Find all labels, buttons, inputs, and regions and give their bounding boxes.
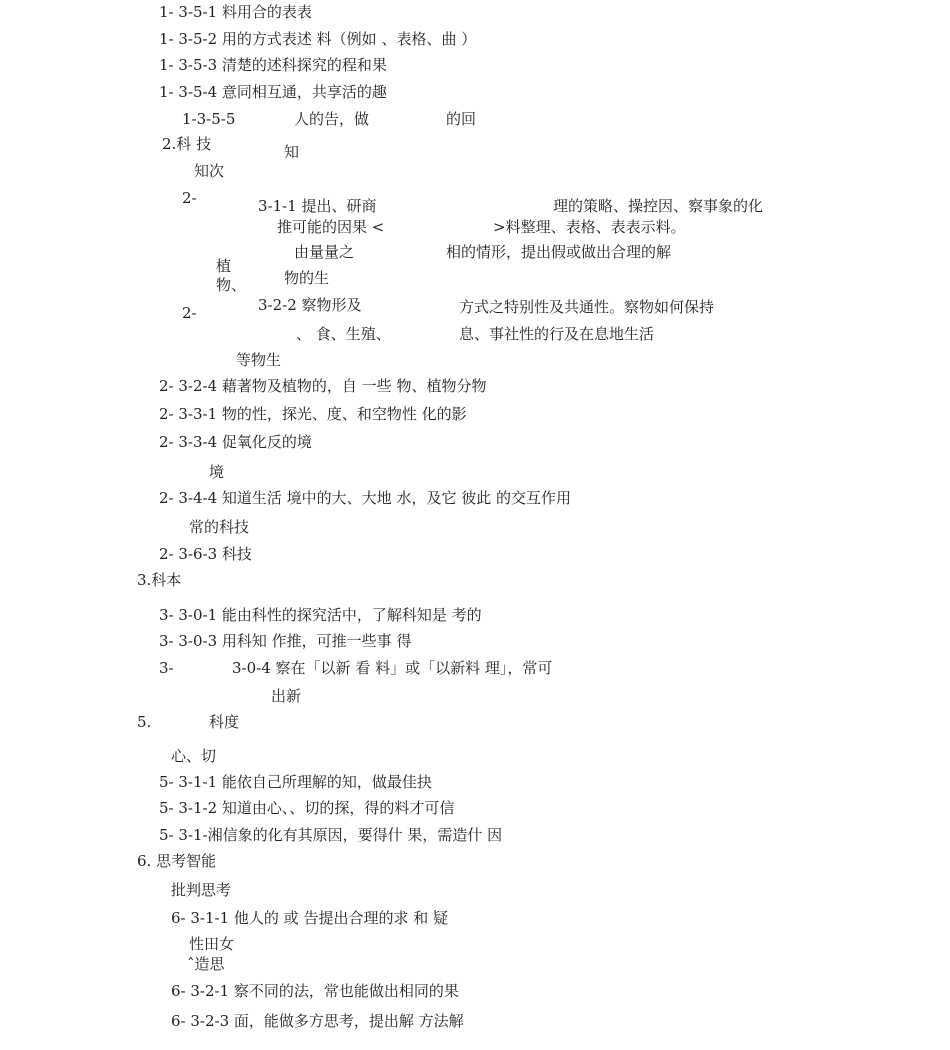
text-line: 3- 3-0-3 用科知 作推，可推一些事 得 bbox=[159, 632, 412, 650]
section-heading: 6. 思考智能 bbox=[137, 852, 217, 870]
text-fragment: 相的情形，提出假或做出合理的解 bbox=[446, 243, 672, 261]
text-line: 1-3-5-5 bbox=[182, 110, 236, 128]
text-line: 1- 3-5-1 料用合的表表 bbox=[159, 3, 312, 21]
sub-heading: ˆ造思 bbox=[187, 955, 225, 973]
section-number: 5. bbox=[137, 713, 152, 731]
text-fragment: 境 bbox=[209, 463, 225, 481]
text-fragment: 由量量之 bbox=[294, 243, 355, 261]
text-fragment: 、 食、生殖、 bbox=[296, 325, 391, 343]
text-line: 2- 3-3-4 促氧化反的境 bbox=[159, 433, 312, 451]
text-fragment: 物、 bbox=[216, 276, 247, 294]
text-fragment: 植 bbox=[216, 257, 232, 275]
section-heading: 2.科 技 bbox=[162, 135, 212, 153]
text-fragment: 息、事社性的行及在息地生活 bbox=[459, 325, 655, 343]
text-fragment: 的回 bbox=[446, 110, 477, 128]
text-fragment: 方式之特别性及共通性。察物如何保持 bbox=[459, 298, 715, 316]
section-heading: 科度 bbox=[209, 713, 240, 731]
section-heading: 3.科本 bbox=[137, 571, 182, 589]
text-line: 5- 3-1-2 知道由心、、切的探，得的料才可信 bbox=[159, 799, 455, 817]
text-line: 1- 3-5-2 用的方式表述 料（例如 、表格、曲 ） bbox=[159, 30, 477, 48]
text-line: 2- 3-4-4 知道生活 境中的大、大地 水，及它 彼此 的交互作用 bbox=[159, 489, 571, 507]
text-fragment: 理的策略、操控因、察事象的化 bbox=[553, 197, 764, 215]
sub-heading: 知次 bbox=[194, 162, 225, 180]
item-number: 2- bbox=[182, 189, 197, 207]
text-line: 3-1-1 提出、研商 bbox=[258, 197, 377, 215]
text-line: 6- 3-2-1 察不同的法，常也能做出相同的果 bbox=[171, 982, 459, 1000]
item-number: 2- bbox=[182, 304, 197, 322]
text-line: 2- 3-2-4 藉著物及植物的，自 一些 物、植物分物 bbox=[159, 377, 487, 395]
text-fragment: >料整理、表格、表表示料。 bbox=[493, 218, 686, 236]
sub-heading: 批判思考 bbox=[171, 881, 232, 899]
text-line: 5- 3-1-1 能依自己所理解的知，做最佳抉 bbox=[159, 773, 432, 791]
sub-heading: 心、切 bbox=[171, 747, 217, 765]
text-line: 3- 3-0-1 能由科性的探究活中，了解科知是 考的 bbox=[159, 606, 482, 624]
text-line: 1- 3-5-4 意同相互通，共享活的趣 bbox=[159, 83, 387, 101]
text-fragment: 物的生 bbox=[284, 269, 330, 287]
text-fragment: 等物生 bbox=[236, 351, 282, 369]
text-line: 2- 3-6-3 科技 bbox=[159, 545, 252, 563]
text-line: 3-2-2 察物形及 bbox=[258, 296, 362, 314]
sub-heading: 性田女 bbox=[189, 935, 235, 953]
item-number: 3- bbox=[159, 659, 174, 677]
text-fragment: 出新 bbox=[271, 687, 302, 705]
text-line: 1- 3-5-3 清楚的述科探究的程和果 bbox=[159, 56, 387, 74]
text-fragment: 人的告，做 bbox=[294, 110, 370, 128]
text-line: 6- 3-1-1 他人的 或 告提出合理的求 和 疑 bbox=[171, 909, 448, 927]
text-line: 6- 3-2-3 面，能做多方思考，提出解 方法解 bbox=[171, 1012, 464, 1030]
text-line: 5- 3-1-湘信象的化有其原因，要得什 果，需造什 因 bbox=[159, 826, 503, 844]
text-line: 3-0-4 察在「以新 看 料」或「以新料 理」，常可 bbox=[232, 659, 553, 677]
text-fragment: 知 bbox=[284, 143, 300, 161]
text-line: 2- 3-3-1 物的性，探光、度、和空物性 化的影 bbox=[159, 405, 467, 423]
text-fragment: 推可能的因果 < bbox=[277, 218, 385, 236]
sub-heading: 常的科技 bbox=[189, 518, 250, 536]
